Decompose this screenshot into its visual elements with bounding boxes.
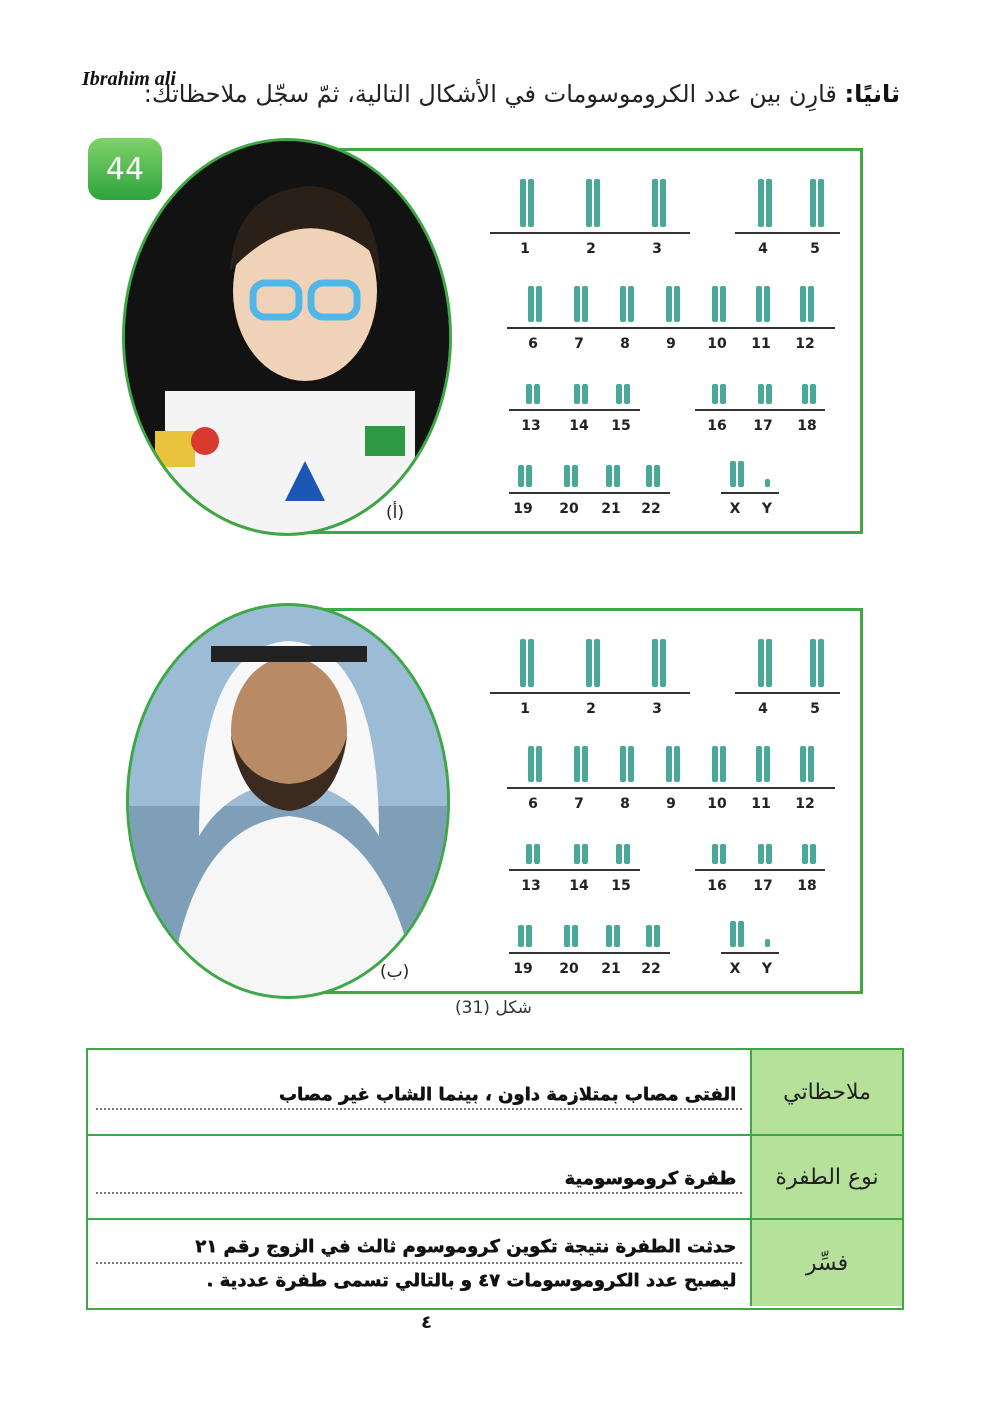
chromosome-number: 17: [753, 878, 773, 894]
chromosome-20: [564, 465, 578, 487]
chromosome-16: [712, 384, 726, 404]
chromosome-21: [606, 465, 620, 487]
chromosome-number: 3: [652, 241, 662, 257]
chromosome-11: [756, 746, 770, 782]
chromosome-5: [810, 179, 824, 227]
figure-caption: شكل (31): [455, 998, 532, 1018]
answer-line: [96, 1262, 742, 1264]
chromosome-7: [574, 746, 588, 782]
chromosome-Y: [765, 939, 770, 947]
chromosome-2: [586, 179, 600, 227]
heading-lead: ثانيًا:: [844, 80, 900, 108]
chromosome-number: 22: [641, 501, 661, 517]
chromosome-number: 2: [586, 241, 596, 257]
chromosome-14: [574, 844, 588, 864]
answer-text: طفرة كروموسومية: [564, 1168, 736, 1189]
chromosome-number: 15: [611, 418, 631, 434]
page-number: ٤: [421, 1312, 432, 1333]
page-badge: 44: [88, 138, 162, 200]
chromosome-number: 2: [586, 701, 596, 717]
answer-line: [96, 1192, 742, 1194]
chromosome-14: [574, 384, 588, 404]
man-illustration: [129, 606, 447, 996]
chromosome-3: [652, 639, 666, 687]
page-heading: [144, 80, 900, 108]
chromosome-19: [518, 465, 532, 487]
answer-text-line-2: ليصبح عدد الكروموسومات ٤٧ و بالتالي تسمى طفرة عددية .: [206, 1270, 736, 1291]
chromosome-13: [526, 384, 540, 404]
chromosome-4: [758, 179, 772, 227]
chromosome-number: 20: [559, 501, 579, 517]
chromosome-number: 1: [520, 701, 530, 717]
chromosome-9: [666, 746, 680, 782]
chromosome-number: 15: [611, 878, 631, 894]
chromosome-number: 11: [751, 796, 771, 812]
chromosome-number: 7: [574, 796, 584, 812]
chromosome-9: [666, 286, 680, 322]
chromosome-number: 1: [520, 241, 530, 257]
chromosome-number: 20: [559, 961, 579, 977]
chromosome-number: 10: [707, 796, 727, 812]
table-row: [88, 1220, 902, 1306]
chromosome-10: [712, 286, 726, 322]
chromosome-number: 12: [795, 336, 815, 352]
chromosome-10: [712, 746, 726, 782]
chromosome-Y: [765, 479, 770, 487]
chromosome-number: 8: [620, 336, 630, 352]
boy-illustration: [125, 141, 449, 533]
chromosome-12: [800, 286, 814, 322]
chromosome-number: 14: [569, 878, 589, 894]
chromosome-number: 14: [569, 418, 589, 434]
chromosome-number: 16: [707, 878, 727, 894]
chromosome-19: [518, 925, 532, 947]
figure-b-label: (ب): [380, 962, 410, 982]
chromosome-number: 4: [758, 701, 768, 717]
chromosome-number: 13: [521, 878, 541, 894]
chromosome-12: [800, 746, 814, 782]
chromosome-3: [652, 179, 666, 227]
chromosome-5: [810, 639, 824, 687]
chromosome-number: 22: [641, 961, 661, 977]
chromosome-number: 18: [797, 418, 817, 434]
chromosome-8: [620, 286, 634, 322]
chromosome-6: [528, 746, 542, 782]
karyotype-b: [485, 608, 855, 988]
answer-text-line-1: حدثت الطفرة نتيجة تكوين كروموسوم ثالث في الزوج رقم ٢١: [195, 1236, 736, 1257]
photo-man: [126, 603, 450, 999]
chromosome-number: X: [729, 961, 741, 977]
chromosome-1: [520, 179, 534, 227]
answer-text: الفتى مصاب بمتلازمة داون ، بينما الشاب غير مصاب: [278, 1084, 736, 1105]
chromosome-number: 18: [797, 878, 817, 894]
row-label: نوع الطفرة: [750, 1136, 902, 1218]
chromosome-8: [620, 746, 634, 782]
chromosome-2: [586, 639, 600, 687]
chromosome-number: 7: [574, 336, 584, 352]
row-label: ملاحظاتي: [750, 1050, 902, 1134]
chromosome-number: 6: [528, 336, 538, 352]
observations-table: [86, 1048, 904, 1310]
chromosome-18: [802, 844, 816, 864]
figure-a-label: (أ): [386, 503, 405, 523]
chromosome-17: [758, 844, 772, 864]
chromosome-number: 5: [810, 701, 820, 717]
chromosome-11: [756, 286, 770, 322]
karyotype-a: [485, 148, 855, 528]
photo-boy: [122, 138, 452, 536]
chromosome-number: 21: [601, 501, 621, 517]
chromosome-number: 13: [521, 418, 541, 434]
chromosome-number: Y: [761, 961, 773, 977]
chromosome-number: X: [729, 501, 741, 517]
heading-text: قارِن بين عدد الكروموسومات في الأشكال التالية، ثمّ سجّل ملاحظاتك:: [143, 80, 837, 108]
chromosome-number: 11: [751, 336, 771, 352]
chromosome-17: [758, 384, 772, 404]
chromosome-7: [574, 286, 588, 322]
chromosome-20: [564, 925, 578, 947]
chromosome-number: 6: [528, 796, 538, 812]
chromosome-number: 9: [666, 796, 676, 812]
table-row: [88, 1050, 902, 1136]
chromosome-number: 9: [666, 336, 676, 352]
chromosome-16: [712, 844, 726, 864]
chromosome-number: 12: [795, 796, 815, 812]
table-row: [88, 1136, 902, 1220]
chromosome-15: [616, 384, 630, 404]
chromosome-number: 19: [513, 501, 533, 517]
chromosome-number: 17: [753, 418, 773, 434]
row-label: فسِّر: [750, 1220, 902, 1306]
chromosome-number: 21: [601, 961, 621, 977]
chromosome-number: 3: [652, 701, 662, 717]
chromosome-4: [758, 639, 772, 687]
chromosome-number: 4: [758, 241, 768, 257]
chromosome-number: 5: [810, 241, 820, 257]
chromosome-15: [616, 844, 630, 864]
chromosome-number: 8: [620, 796, 630, 812]
chromosome-21: [606, 925, 620, 947]
answer-line: [96, 1108, 742, 1110]
author-name: Ibrahim ali: [82, 68, 176, 90]
chromosome-18: [802, 384, 816, 404]
chromosome-X: [730, 921, 744, 947]
chromosome-13: [526, 844, 540, 864]
chromosome-number: 16: [707, 418, 727, 434]
chromosome-22: [646, 925, 660, 947]
chromosome-number: 19: [513, 961, 533, 977]
chromosome-1: [520, 639, 534, 687]
chromosome-number: Y: [761, 501, 773, 517]
chromosome-22: [646, 465, 660, 487]
chromosome-6: [528, 286, 542, 322]
chromosome-number: 10: [707, 336, 727, 352]
chromosome-X: [730, 461, 744, 487]
